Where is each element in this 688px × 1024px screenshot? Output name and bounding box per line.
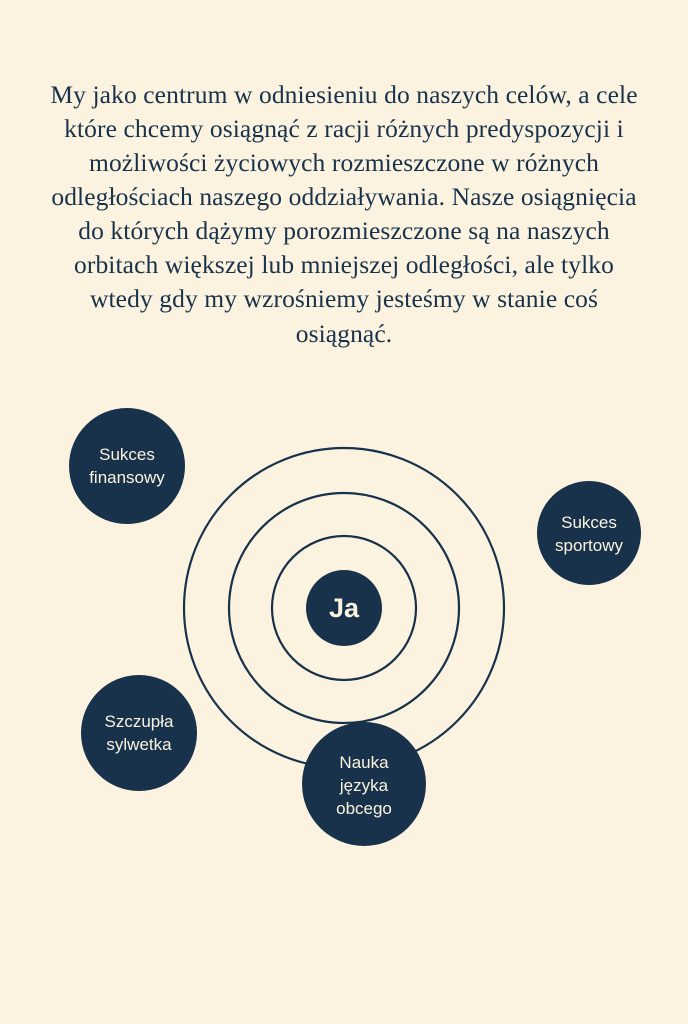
intro-paragraph: My jako centrum w odniesieniu do naszych celów, a cele które chcemy osiągnąć z racji różnych predyspozycji i możliwości życiowych rozmieszczone w różnych odległościach naszego oddziaływania. Nasze osiągnięcia do których dążymy porozmieszczone są na naszych orbitach większej lub mniejszej odległości, ale tylko wtedy gdy my wzrośniemy jesteśmy w stanie coś osiągnąć. [50,79,638,348]
orbit-diagram [0,400,688,870]
node-center-label: Ja [328,593,360,623]
node-szczupla-sylwetka-line-2: sylwetka [106,735,172,754]
node-szczupla-sylwetka-line-1: Szczupła [104,712,174,731]
node-sukces-finansowy-line-1: Sukces [99,445,155,464]
node-sukces-sportowy-line-2: sportowy [554,536,624,555]
node-nauka-jezyka-obcego-line-3: obcego [336,799,392,818]
node-nauka-jezyka-obcego-line-2: języka [339,776,389,795]
node-sukces-sportowy-line-1: Sukces [561,513,617,532]
node-nauka-jezyka-obcego-line-1: Nauka [339,753,389,772]
node-sukces-finansowy-line-2: finansowy [89,468,165,487]
node-sukces-finansowy-circle [69,408,185,524]
node-nauka-jezyka-obcego [302,722,426,846]
node-szczupla-sylwetka [81,675,197,791]
node-sukces-sportowy [537,481,641,585]
node-center [306,570,382,646]
node-sukces-sportowy-circle [537,481,641,585]
node-sukces-finansowy [69,408,185,524]
node-szczupla-sylwetka-circle [81,675,197,791]
